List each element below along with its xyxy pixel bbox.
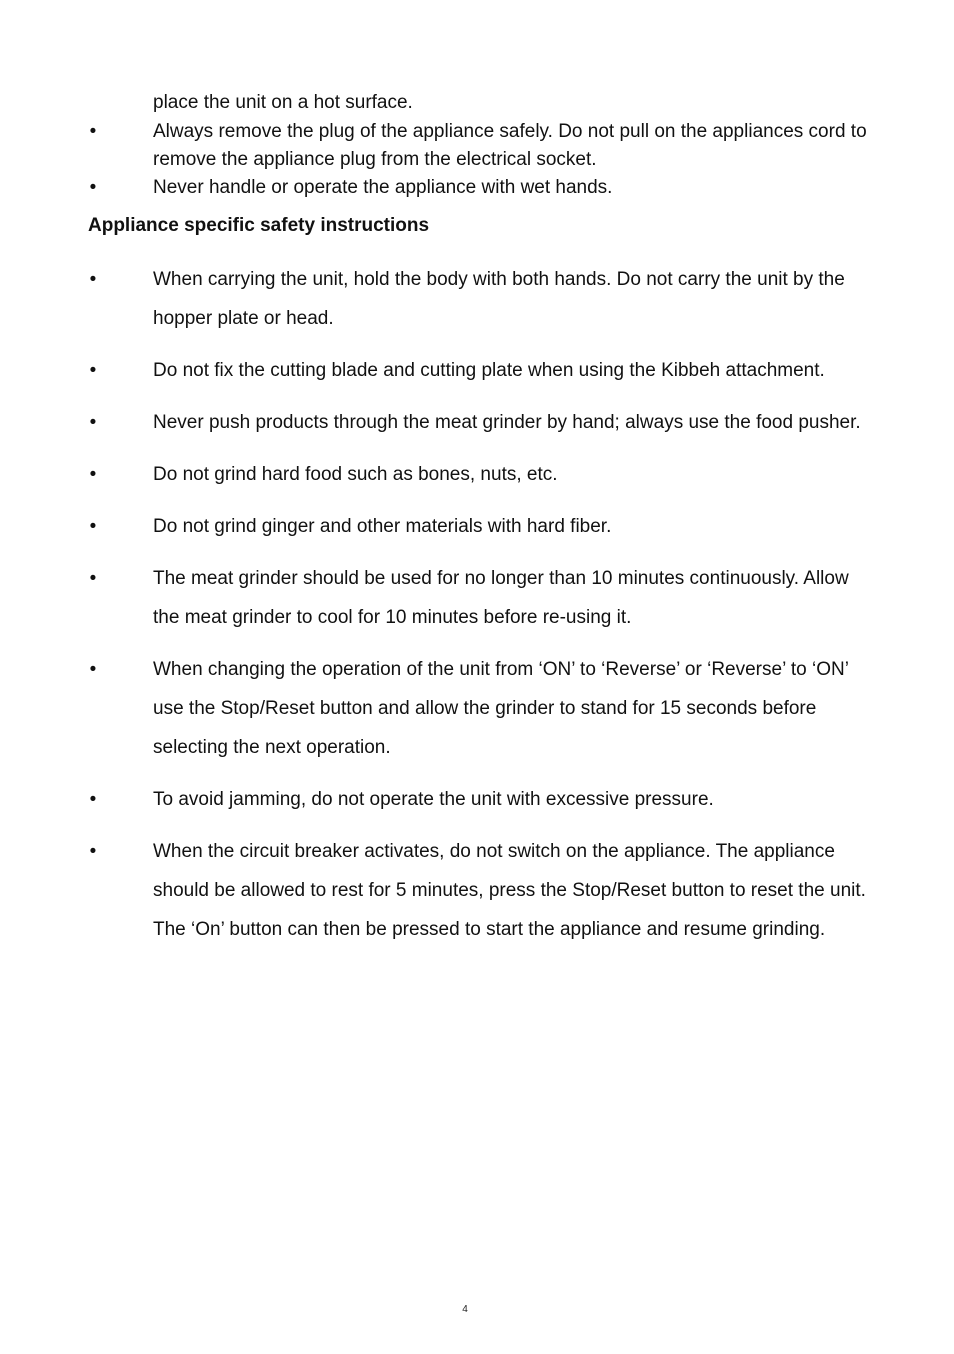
bullet-icon: •: [89, 516, 97, 537]
list-item: [88, 832, 878, 949]
list-item: [88, 403, 878, 442]
list-item: [88, 351, 878, 390]
bullet-icon: •: [89, 412, 97, 433]
bullet-icon: •: [89, 464, 97, 485]
list-item-text: When the circuit breaker activates, do not switch on the appliance. The appliance should be allowed to rest for 5 minutes, press the Stop/Reset button to reset the unit. The ‘On’ button can then be pressed to start the appliance and resume grinding.: [153, 841, 866, 940]
bullet-icon: •: [89, 841, 97, 862]
list-item: [88, 118, 878, 174]
list-item: [88, 260, 878, 338]
list-item-text: Always remove the plug of the appliance safely. Do not pull on the appliances cord to remove the appliance plug from the electrical socket.: [153, 121, 867, 170]
bullet-icon: •: [89, 789, 97, 810]
list-item-text: Do not grind ginger and other materials with hard fiber.: [153, 516, 612, 537]
list-item-text: The meat grinder should be used for no longer than 10 minutes continuously. Allow the meat grinder to cool for 10 minutes before re-using it.: [153, 568, 849, 628]
specific-safety-list: [88, 260, 878, 962]
list-item-text: When changing the operation of the unit from ‘ON’ to ‘Reverse’ or ‘Reverse’ to ‘ON’ use the Stop/Reset button and allow the grinder to stand for 15 seconds before selecting the next operation.: [153, 659, 849, 758]
list-item-text: Never handle or operate the appliance with wet hands.: [153, 177, 613, 198]
page-number: 4: [462, 1304, 468, 1315]
list-item: [88, 559, 878, 637]
list-item: [88, 507, 878, 546]
list-item: [88, 455, 878, 494]
list-item-text: Never push products through the meat grinder by hand; always use the food pusher.: [153, 412, 861, 433]
list-item: [88, 174, 878, 202]
continuation-text: place the unit on a hot surface.: [153, 92, 413, 113]
list-item-text: When carrying the unit, hold the body with both hands. Do not carry the unit by the hopper plate or head.: [153, 269, 845, 329]
bullet-icon: •: [89, 360, 97, 381]
bullet-icon: •: [89, 177, 97, 198]
list-item: [88, 780, 878, 819]
list-item-text: To avoid jamming, do not operate the unit with excessive pressure.: [153, 789, 714, 810]
list-item-text: Do not fix the cutting blade and cutting plate when using the Kibbeh attachment.: [153, 360, 825, 381]
list-item: [88, 650, 878, 767]
general-safety-list: [88, 118, 878, 202]
bullet-icon: •: [89, 269, 97, 290]
bullet-icon: •: [89, 659, 97, 680]
list-item-text: Do not grind hard food such as bones, nuts, etc.: [153, 464, 558, 485]
bullet-icon: •: [89, 568, 97, 589]
bullet-icon: •: [89, 121, 97, 142]
section-heading: Appliance specific safety instructions: [88, 215, 430, 236]
